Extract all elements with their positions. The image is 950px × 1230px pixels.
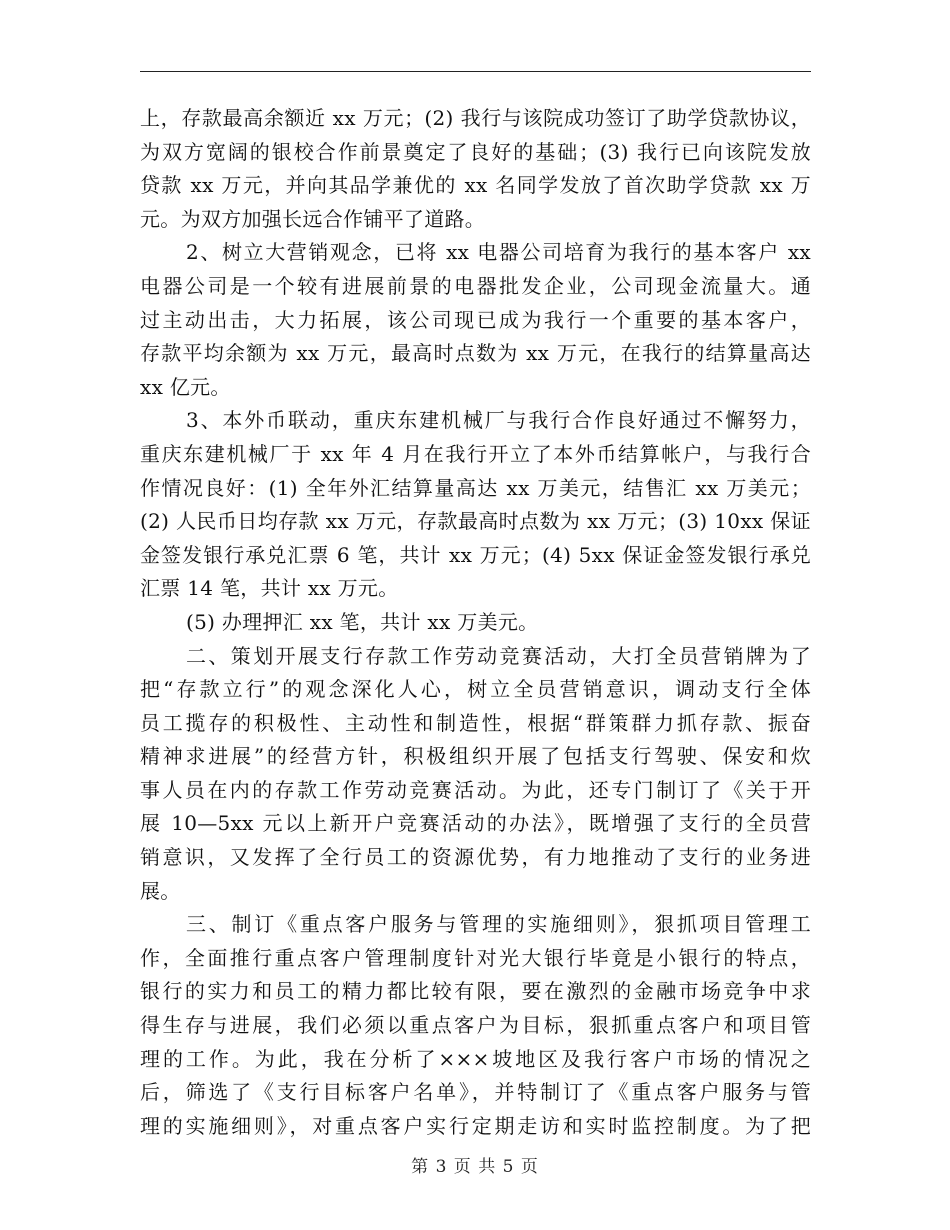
text-line: 重庆东建机械厂于 xx 年 4 月在我行开立了本外币结算帐户，与我行合 bbox=[140, 441, 811, 466]
text-line: 作情况良好：(1) 全年外汇结算量高达 xx 万美元，结售汇 xx 万美元； bbox=[140, 475, 811, 500]
text-line: 元。为双方加强长远合作铺平了道路。 bbox=[140, 206, 486, 231]
text-line: 3、本外币联动，重庆东建机械厂与我行合作良好通过不懈努力， bbox=[186, 408, 811, 433]
text-line: 银行的实力和员工的精力都比较有限，要在激烈的金融市场竞争中求 bbox=[140, 979, 811, 1004]
header-rule bbox=[140, 71, 811, 72]
text-line: 理的工作。为此，我在分析了×××坡地区及我行客户市场的情况之 bbox=[140, 1046, 811, 1071]
text-line: xx 亿元。 bbox=[140, 374, 231, 399]
text-line: 事人员在内的存款工作劳动竞赛活动。为此，还专门制订了《关于开 bbox=[140, 777, 811, 802]
text-line: 得生存与进展，我们必须以重点客户为目标，狠抓重点客户和项目管 bbox=[140, 1013, 811, 1038]
text-line: 为双方宽阔的银校合作前景奠定了良好的基础；(3) 我行已向该院发放 bbox=[140, 139, 811, 164]
text-line: 存款平均余额为 xx 万元，最高时点数为 xx 万元，在我行的结算量高达 bbox=[140, 341, 811, 366]
text-line: 理的实施细则》，对重点客户实行定期走访和实时监控制度。为了把 bbox=[140, 1113, 811, 1138]
text-line: 后，筛选了《支行目标客户名单》，并特制订了《重点客户服务与管 bbox=[140, 1080, 811, 1105]
text-line: 二、策划开展支行存款工作劳动竞赛活动，大打全员营销牌为了 bbox=[186, 643, 811, 668]
text-line: 汇票 14 笔，共计 xx 万元。 bbox=[140, 576, 399, 601]
text-line: 过主动出击，大力拓展，该公司现已成为我行一个重要的基本客户， bbox=[140, 307, 811, 332]
text-line: (5) 办理押汇 xx 笔，共计 xx 万美元。 bbox=[186, 609, 539, 634]
text-line: 把“存款立行”的观念深化人心，树立全员营销意识，调动支行全体 bbox=[140, 677, 811, 702]
text-line: 展。 bbox=[140, 878, 181, 903]
text-line: 贷款 xx 万元，并向其品学兼优的 xx 名同学发放了首次助学贷款 xx 万 bbox=[140, 173, 811, 198]
text-line: 精神求进展”的经营方针，积极组织开展了包括支行驾驶、保安和炊 bbox=[140, 744, 811, 769]
text-line: 电器公司是一个较有进展前景的电器批发企业，公司现金流量大。通 bbox=[140, 273, 811, 298]
text-line: 作，全面推行重点客户管理制度针对光大银行毕竟是小银行的特点， bbox=[140, 945, 811, 970]
text-line: 展 10—5xx 元以上新开户竞赛活动的办法》，既增强了支行的全员营 bbox=[140, 811, 811, 836]
text-line: 上，存款最高余额近 xx 万元；(2) 我行与该院成功签订了助学贷款协议， bbox=[140, 106, 811, 130]
text-line: 2、树立大营销观念，已将 xx 电器公司培育为我行的基本客户 xx bbox=[186, 240, 811, 265]
text-line: 三、制订《重点客户服务与管理的实施细则》，狠抓项目管理工 bbox=[186, 912, 811, 937]
document-body bbox=[140, 102, 811, 1143]
text-line: 员工揽存的积极性、主动性和制造性，根据“群策群力抓存款、振奋 bbox=[140, 710, 811, 735]
text-line: 金签发银行承兑汇票 6 笔，共计 xx 万元；(4) 5xx 保证金签发银行承兑 bbox=[140, 542, 811, 567]
text-line: 销意识，又发挥了全行员工的资源优势，有力地推动了支行的业务进 bbox=[140, 845, 811, 870]
page-footer: 第 3 页 共 5 页 bbox=[411, 1157, 539, 1177]
text-line: (2) 人民币日均存款 xx 万元，存款最高时点数为 xx 万元；(3) 10xx 保证 bbox=[140, 509, 811, 534]
